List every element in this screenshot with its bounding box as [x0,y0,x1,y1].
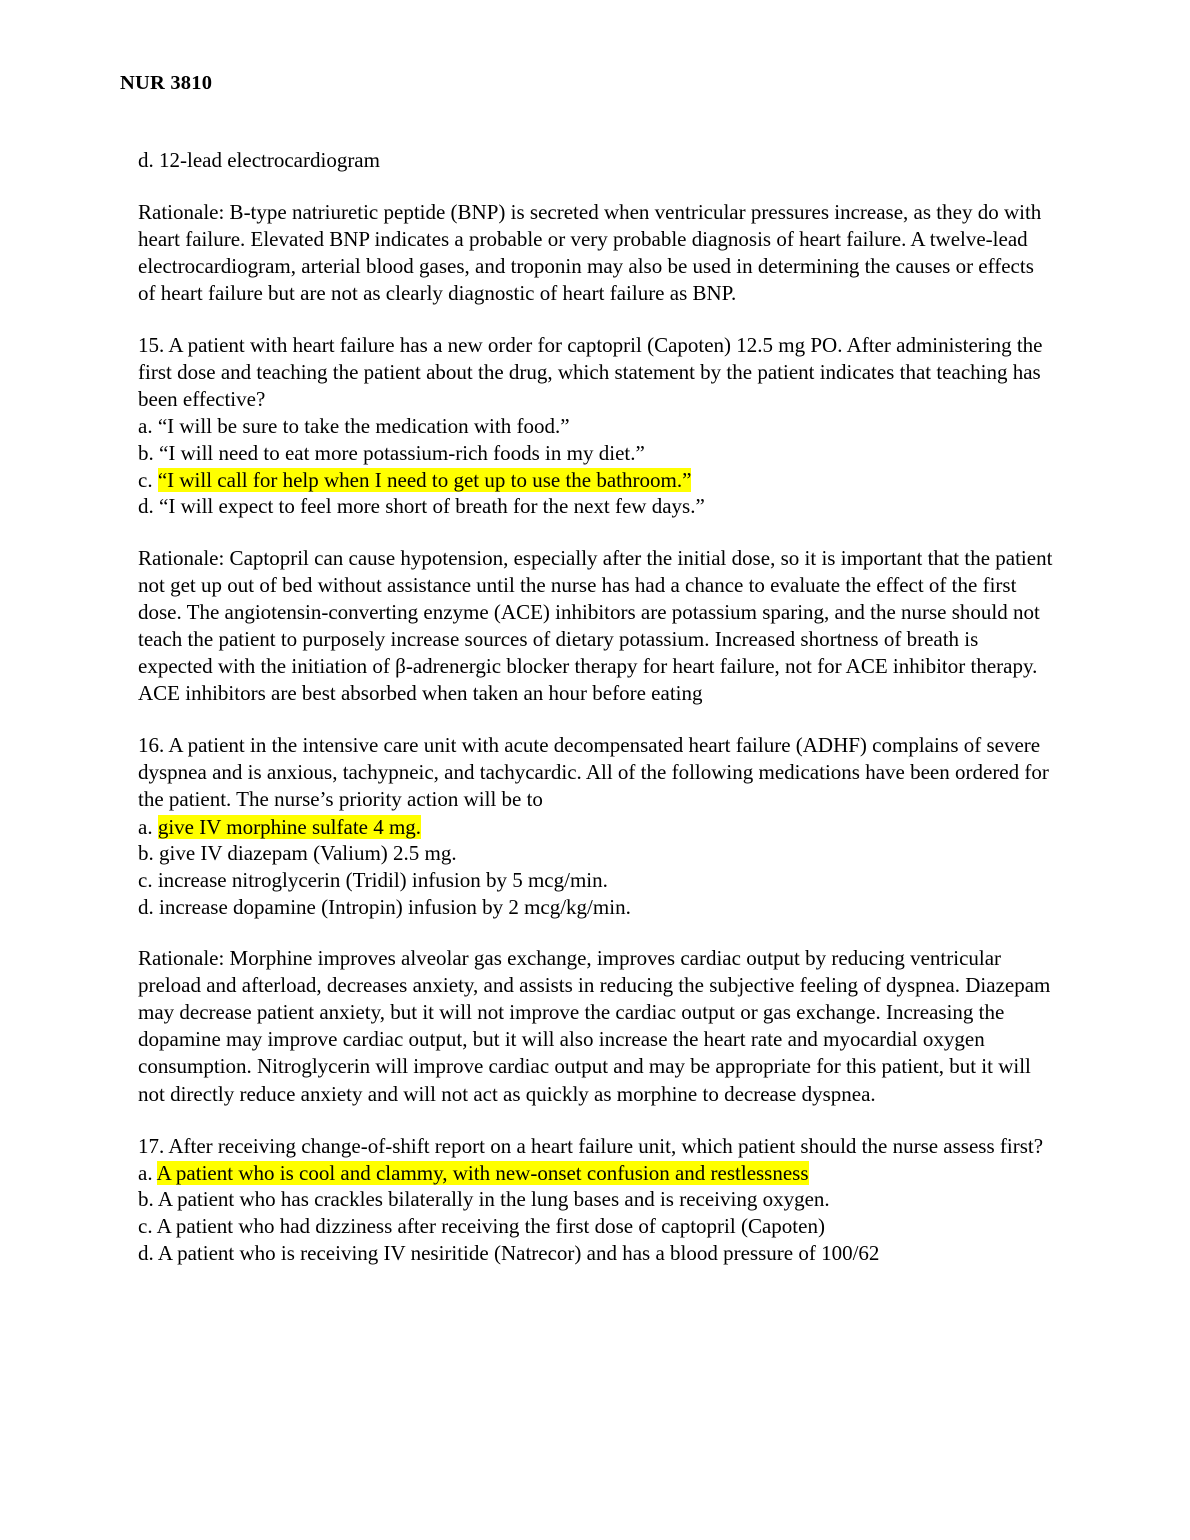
document-body [138,147,1056,1266]
q14-rationale: Rationale: B-type natriuretic peptide (BNP) is secreted when ventricular pressures increase, as they do with heart failure. Elevated BNP indicates a probable or very probable diagnosis of heart failure. A twelve-lead electrocardiogram, arterial blood gases, and troponin may also be used in determining the causes or effects of heart failure but are not as clearly diagnostic of heart failure as BNP. [138,199,1042,305]
page-header: NUR 3810 [120,72,213,94]
q15-option-d: d. “I will expect to feel more short of breath for the next few days.” [138,494,705,519]
q16-option-a-prefix: a. [138,814,158,839]
q16-option-d: d. increase dopamine (Intropin) infusion by 2 mcg/kg/min. [138,894,631,919]
q16-stem: 16. A patient in the intensive care unit with acute decompensated heart failure (ADHF) complains of severe dyspnea and is anxious, tachypneic, and tachycardic. All of the following medications have been ordered for the patient. The nurse’s priority action will be to [138,733,1049,812]
q15-stem: 15. A patient with heart failure has a new order for captopril (Capoten) 12.5 mg PO. After administering the first dose and teaching the patient about the drug, which statement by the patient indicates that teaching has been effective? [138,332,1043,412]
q17-option-a [138,1160,1056,1187]
spacer [138,920,1056,945]
q16-option-b: b. give IV diazepam (Valium) 2.5 mg. [138,841,457,866]
spacer [138,520,1056,545]
q16-option-a-highlight: give IV morphine sulfate 4 mg. [157,814,422,839]
q15-option-a: a. “I will be sure to take the medication with food.” [138,414,570,439]
q17-option-d: d. A patient who is receiving IV nesiritide (Natrecor) and has a blood pressure of 100/62 [138,1240,880,1265]
q16-rationale: Rationale: Morphine improves alveolar gas exchange, improves cardiac output by reducing ventricular preload and afterload, decreases anxiety, and assists in reducing the subjective feeling of dyspnea. Diazepam may decrease patient anxiety, but it will not improve the cardiac output or gas exchange. Increasing the dopamine may improve cardiac output, but it will also increase the heart rate and myocardial oxygen consumption. Nitroglycerin will improve cardiac output and may be appropriate for this patient, but it will not directly reduce anxiety and will not act as quickly as morphine to decrease dyspnea. [138,946,1051,1106]
q15-option-c-prefix: c. [138,467,158,492]
q16-option-a [138,814,1056,841]
q17-stem: 17. After receiving change-of-shift report on a heart failure unit, which patient should the nurse assess first? [138,1133,1044,1158]
spacer [138,307,1056,332]
q17-option-a-prefix: a. [138,1160,157,1185]
q14-option-d: d. 12-lead electrocardiogram [138,148,380,172]
spacer [138,707,1056,732]
spacer [138,1108,1056,1133]
q15-rationale: Rationale: Captopril can cause hypotension, especially after the initial dose, so it is important that the patient not get up out of bed without assistance until the nurse has had a chance to evaluate the effect of the first dose. The angiotensin-converting enzyme (ACE) inhibitors are potassium sparing, and the nurse should not teach the patient to purposely increase sources of dietary potassium. Increased shortness of breath is expected with the initiation of β-adrenergic blocker therapy for heart failure, not for ACE inhibitor therapy. ACE inhibitors are best absorbed when taken an hour before eating [138,545,1053,706]
spacer [138,174,1056,199]
q17-option-b: b. A patient who has crackles bilaterally in the lung bases and is receiving oxygen. [138,1187,830,1212]
q16-option-c: c. increase nitroglycerin (Tridil) infusion by 5 mcg/min. [138,867,608,892]
q17-option-a-highlight: A patient who is cool and clammy, with new-onset confusion and restlessness [156,1160,809,1185]
q15-option-c [138,467,1056,494]
q17-option-c: c. A patient who had dizziness after receiving the first dose of captopril (Capoten) [138,1214,825,1239]
q15-option-c-highlight: “I will call for help when I need to get up to use the bathroom.” [157,467,692,492]
q15-option-b: b. “I will need to eat more potassium-rich foods in my diet.” [138,440,645,465]
